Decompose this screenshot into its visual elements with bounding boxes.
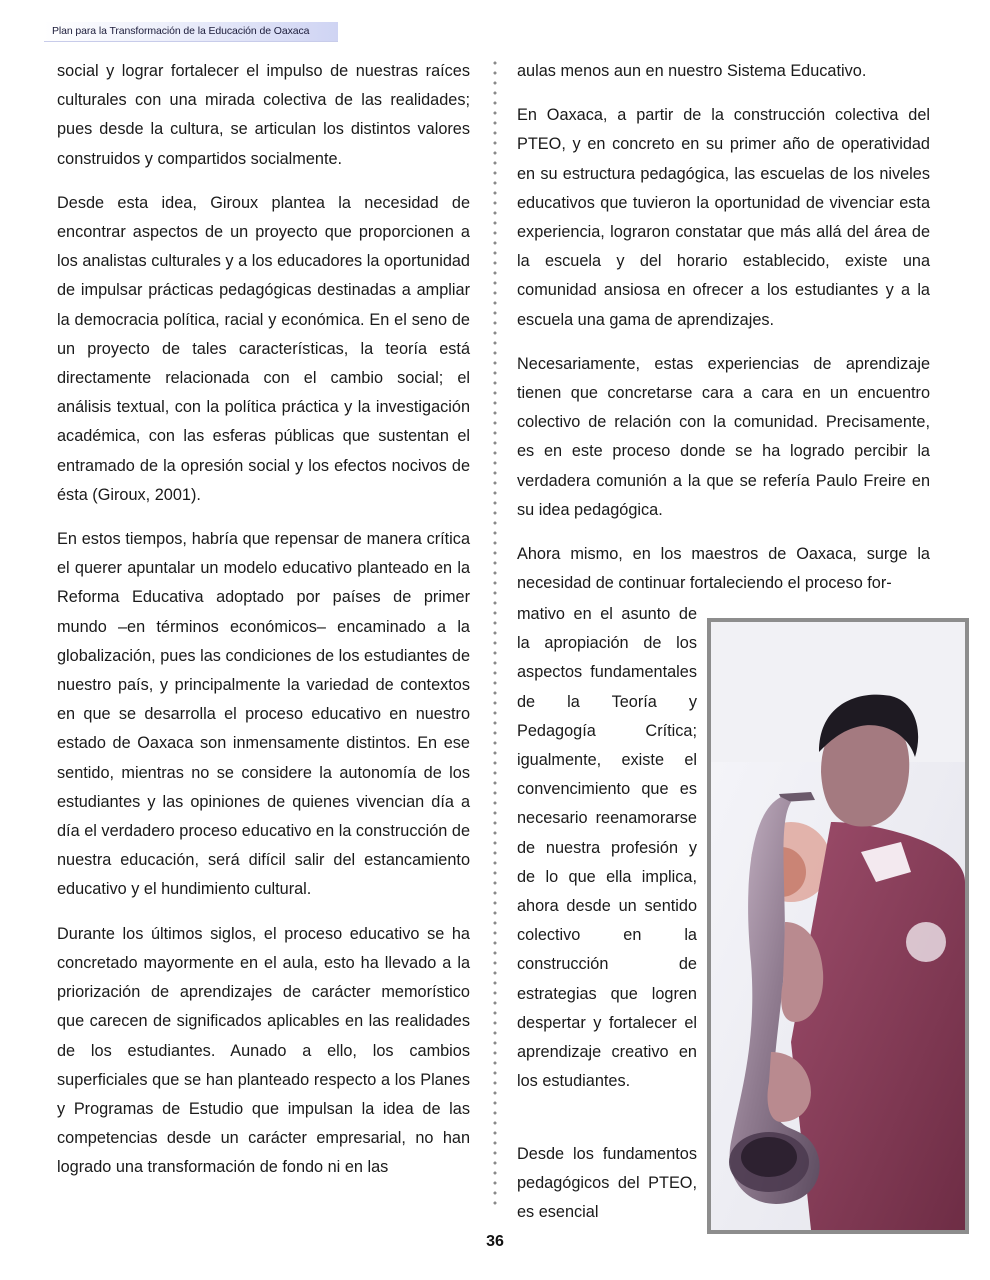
- left-paragraph-3: En estos tiempos, habría que repensar de manera crítica el querer apuntalar un modelo educativo planteado en la Reforma Educativa adoptado por países de primer mundo –en términos económicos– encaminado a la globalización, pues las condiciones de los estudiantes de nuestro país, y principalmente la variedad de contextos en que se desarrolla el proceso educativo en nuestro estado de Oaxaca son inmensamente distintos. En ese sentido, mientras no se considere la autonomía de los estudiantes y las opiniones de quienes vivencian día a día el verdadero proceso educativo en la construcción de nuestra educación, será difícil salir del estancamiento educativo y el hundimiento cultural.: [57, 530, 470, 899]
- left-column: [57, 57, 470, 1198]
- saxophone-player-photo: [707, 618, 969, 1234]
- column-divider: [493, 58, 497, 1208]
- saxophone-player-image-icon: [711, 622, 965, 1230]
- header-band: [44, 22, 338, 42]
- left-paragraph-4: Durante los últimos siglos, el proceso educativo se ha concretado mayormente en el aula, esto ha llevado a la priorización de aprendizajes de carácter memorístico que carecen de significados aplicables en las realidades de los estudiantes. Aunado a ello, los cambios superficiales que se han planteado respecto a los Planes y Programas de Estudio que impulsan la idea de las competencias desde un carácter empresarial, no han logrado una transformación de fondo ni en las: [57, 924, 470, 1177]
- left-paragraph-2: Desde esta idea, Giroux plantea la necesidad de encontrar aspectos de un proyecto que proporcionen a los analistas culturales y a los educadores la oportunidad de impulsar prácticas pedagógicas destinadas a ampliar la democracia política, racial y económica. En el seno de un proyecto de tales características, la teoría está directamente relacionada con el cambio social; el análisis textual, con la política práctica y la investigación académica, con las esferas públicas que sustentan el entramado de la opresión social y los efectos nocivos de ésta (Giroux, 2001).: [57, 193, 470, 504]
- last-paragraph: Desde los fundamentos pedagógicos del PTEO, es esencial: [517, 1145, 697, 1222]
- header-title: Plan para la Transformación de la Educación de Oaxaca: [52, 25, 310, 37]
- left-paragraph-1: social y lograr fortalecer el impulso de nuestras raíces culturales con una mirada colectiva de las realidades; pues desde la cultura, se articulan los distintos valores construidos y compartidos socialmente.: [57, 62, 470, 168]
- wrap-paragraph: mativo en el asunto de la apropiación de los aspectos fundamentales de la Teoría y Pedagogía Crítica; igualmente, existe el convencimiento que es necesario reenamorarse de nuestra profesión y de lo que ella implica, ahora desde un sentido colectivo en la construcción de estrategias que logren despertar y fortalecer el aprendizaje creativo en los estudiantes.: [517, 605, 697, 1091]
- right-column: [517, 57, 930, 598]
- right-paragraph-4: Ahora mismo, en los maestros de Oaxaca, surge la necesidad de continuar fortaleciendo el proceso for-: [517, 545, 930, 593]
- right-paragraph-1: aulas menos aun en nuestro Sistema Educativo.: [517, 62, 867, 80]
- right-paragraph-2: En Oaxaca, a partir de la construcción colectiva del PTEO, y en concreto en su primer año de operatividad en su estructura pedagógica, las escuelas de los niveles educativos que tuvieron la oportunidad de vivenciar esta experiencia, lograron constatar que más allá del área de la escuela y del horario establecido, existe una comunidad ansiosa en ofrecer a los estudiantes y a la escuela una gama de aprendizajes.: [517, 106, 930, 329]
- right-paragraph-3: Necesariamente, estas experiencias de aprendizaje tienen que concretarse cara a cara en un encuentro colectivo de relación con la comunidad. Precisamente, es en este proceso donde se ha logrado percibir la verdadera comunión a la que se refería Paulo Freire en su idea pedagógica.: [517, 354, 930, 519]
- page-number: 36: [486, 1233, 504, 1250]
